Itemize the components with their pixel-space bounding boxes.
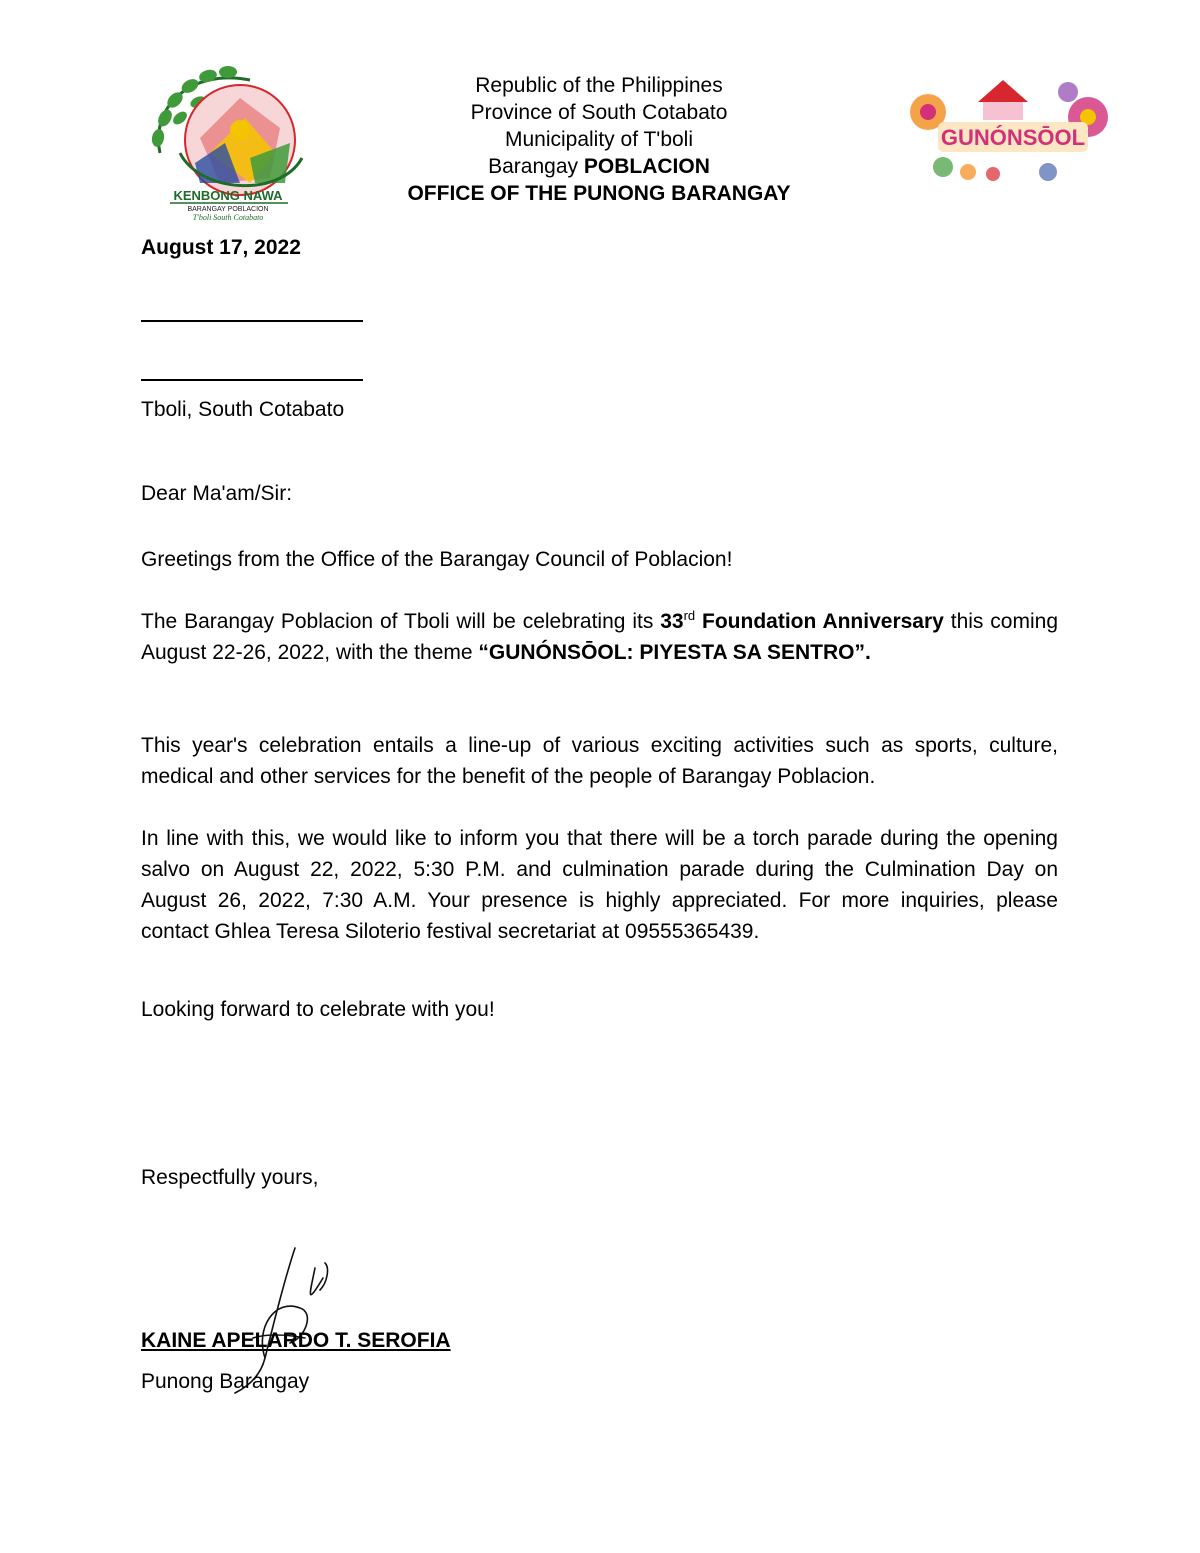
seal-subtitle: BARANGAY POBLACION [187, 206, 269, 213]
recipient-position-line [141, 379, 363, 381]
seal-title: KENBONG NAWA [173, 188, 283, 203]
anniversary-theme: “GUNÓNSŌOL: PIYESTA SA SENTRO”. [478, 641, 871, 664]
letterhead [330, 72, 868, 207]
recipient-address: Tboli, South Cotabato [141, 398, 345, 421]
signer-title: Punong Barangay [141, 1370, 310, 1393]
anniversary-number: 33 [660, 610, 684, 633]
anniversary-title: Foundation Anniversary [695, 610, 944, 633]
complimentary-close: Respectfully yours, [141, 1166, 319, 1189]
letterhead-barangay-prefix: Barangay [488, 155, 584, 178]
anniversary-ordinal: rd [683, 608, 696, 623]
greeting-paragraph: Greetings from the Office of the Barangay Council of Poblacion! [141, 548, 733, 571]
anniversary-text-b: this coming August 22-26, 2022, with the theme [141, 610, 1058, 664]
letterhead-country: Republic of the Philippines [475, 74, 723, 97]
activities-paragraph: This year's celebration entails a line-up of various exciting activities such as sports, culture, medical and other services for the benefit of the people of Barangay Poblacion. [141, 734, 1058, 788]
letterhead-office [330, 180, 868, 207]
letterhead-province: Province of South Cotabato [470, 101, 728, 124]
festival-logo [898, 72, 1113, 192]
letterhead-office-name: OFFICE OF THE PUNONG BARANGAY [407, 182, 791, 205]
festival-title: GUNÓNSŌOL [940, 125, 1086, 150]
seal-location: T'boli South Cotabato [192, 213, 264, 222]
letterhead-municipality: Municipality of T'boli [504, 128, 694, 151]
letter-date: August 17, 2022 [141, 236, 301, 259]
salutation: Dear Ma'am/Sir: [141, 482, 293, 505]
letterhead-barangay-name: POBLACION [583, 155, 710, 178]
carousel-icon [978, 80, 1028, 120]
recipient-name-line [141, 320, 363, 322]
barangay-seal-logo [140, 58, 315, 223]
letterhead-barangay [330, 153, 868, 180]
anniversary-paragraph [141, 606, 1058, 668]
parade-paragraph: In line with this, we would like to inform you that there will be a torch parade during the opening salvo on August 22, 2022, 5:30 P.M. and culmination parade during the Culmination Day on August 26, 2022, 7:30 A.M. Your presence is highly appreciated. For more inquiries, please contact Ghlea Teresa Siloterio festival secretariat at 09555365439. [141, 827, 1058, 943]
closing-remark: Looking forward to celebrate with you! [141, 998, 495, 1021]
anniversary-text-a: The Barangay Poblacion of Tboli will be celebrating its [141, 610, 661, 633]
signer-name: KAINE APELARDO T. SEROFIA [141, 1329, 451, 1352]
